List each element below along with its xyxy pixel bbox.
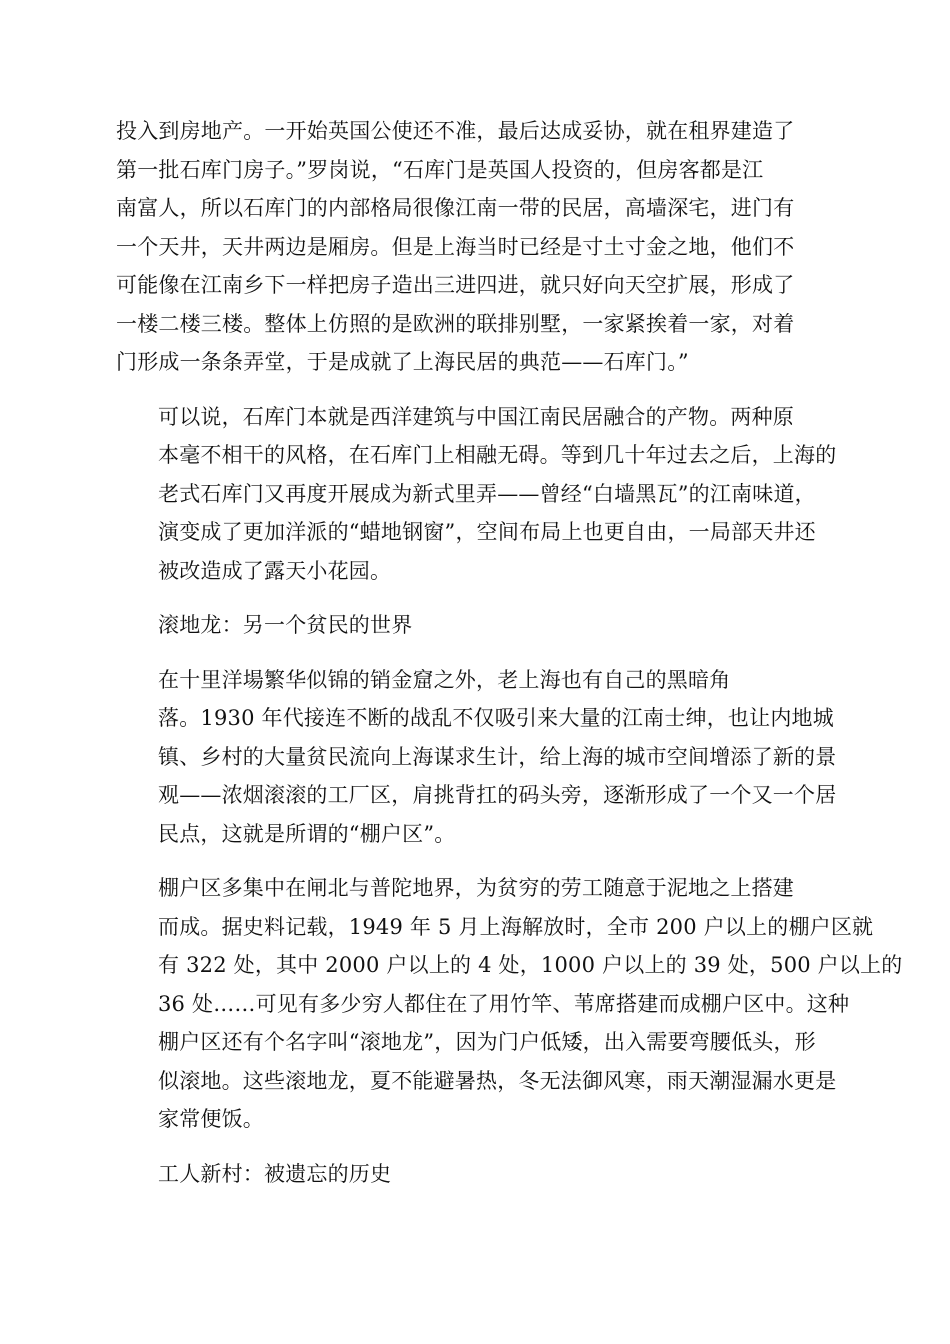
text-line: 似滚地。这些滚地龙，夏不能避暑热，冬无法御风寒，雨天潮湿漏水更是 — [158, 1068, 837, 1093]
text-line: 本毫不相干的风格，在石库门上相融无碍。等到几十年过去之后，上海的 — [158, 443, 837, 467]
text-line: 老式石库门又再度开展成为新式里弄——曾经“白墙黑瓦”的江南味道， — [158, 481, 816, 506]
document-body — [116, 112, 903, 1209]
paragraph-fusion — [116, 398, 836, 591]
text-line: 棚户区还有个名字叫“滚地龙”，因为门户低矮，出入需要弯腰低头，形 — [158, 1030, 816, 1054]
text-line: 可以说，石库门本就是西洋建筑与中国江南民居融合的产物。两种原 — [158, 404, 794, 429]
section-heading-workers-village — [116, 1155, 836, 1194]
text-line: 可能像在江南乡下一样把房子造出三进四进，就只好向天空扩展，形成了 — [116, 273, 795, 297]
text-line: 民点，这就是所谓的“棚户区”。 — [158, 821, 456, 846]
paragraph-shikumen-origin — [116, 112, 836, 382]
text-line: 而成。据史料记载，1949 年 5 月上海解放时，全市 200 户以上的棚户区就 — [158, 914, 874, 939]
text-line: 一楼二楼三楼。整体上仿照的是欧洲的联排别墅，一家紧挨着一家，对着 — [116, 311, 795, 336]
text-line: 棚户区多集中在闸北与普陀地界，为贫穷的劳工随意于泥地之上搭建 — [158, 876, 794, 900]
text-line: 镇、乡村的大量贫民流向上海谋求生计，给上海的城市空间增添了新的景 — [158, 744, 837, 769]
heading-text: 滚地龙：另一个贫民的世界 — [158, 613, 413, 637]
section-heading-gundilong — [116, 606, 836, 645]
text-line: 观——浓烟滚滚的工厂区，肩挑背扛的码头旁，逐渐形成了一个又一个居 — [158, 783, 837, 807]
heading-text: 工人新村：被遗忘的历史 — [158, 1161, 392, 1186]
paragraph-shanty-statistics — [116, 869, 903, 1139]
text-line: 落。1930 年代接连不断的战乱不仅吸引来大量的江南士绅，也让内地城 — [158, 706, 834, 730]
text-line: 演变成了更加洋派的“蜡地钢窗”，空间布局上也更自由，一局部天井还 — [158, 520, 816, 544]
text-line: 门形成一条条弄堂，于是成就了上海民居的典范——石库门。” — [116, 350, 689, 374]
text-line: 第一批石库门房子。”罗岗说，“石库门是英国人投资的，但房客都是江 — [116, 157, 764, 182]
text-line: 南富人，所以石库门的内部格局很像江南一带的民居，高墙深宅，进门有 — [116, 196, 795, 220]
text-line: 36 处……可见有多少穷人都住在了用竹竿、苇席搭建而成棚户区中。这种 — [158, 991, 850, 1016]
text-line: 一个天井，天井两边是厢房。但是上海当时已经是寸土寸金之地，他们不 — [116, 234, 795, 259]
text-line: 被改造成了露天小花园。 — [158, 558, 392, 583]
text-line: 投入到房地产。一开始英国公使还不准，最后达成妥协，就在租界建造了 — [116, 119, 795, 143]
paragraph-dark-corners — [116, 661, 836, 854]
text-line: 在十里洋場繁华似锦的销金窟之外，老上海也有自己的黑暗角 — [158, 667, 731, 692]
text-line: 有 322 处，其中 2000 户以上的 4 处，1000 户以上的 39 处，500 户以上的 — [158, 953, 903, 977]
text-line: 家常便饭。 — [158, 1107, 264, 1131]
